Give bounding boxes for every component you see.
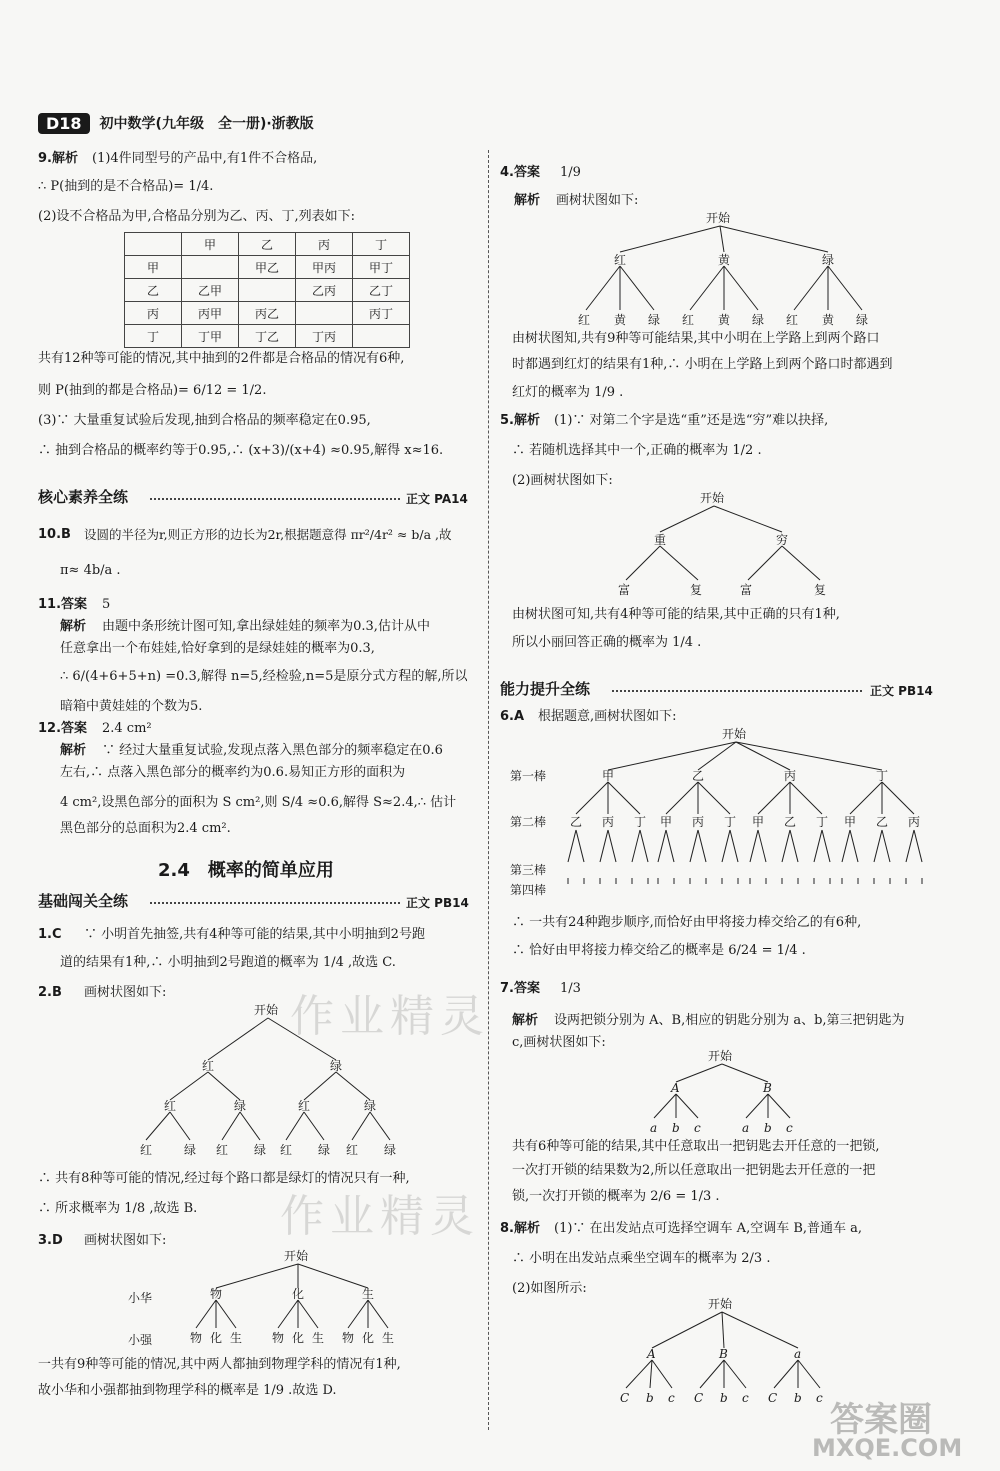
table-cell — [125, 233, 182, 256]
table-row — [125, 233, 410, 256]
svg-text:黄: 黄 — [718, 253, 731, 267]
svg-text:复: 复 — [814, 583, 827, 597]
q2-line2: ∴ 共有8种等可能的情况,经过每个路口都是绿灯的情况只有一种, — [38, 1171, 410, 1186]
q2-line1: 画树状图如下: — [84, 985, 167, 1000]
q1-line1: ∵ 小明首先抽签,共有4种等可能的结果,其中小明抽到2号跑 — [84, 927, 425, 942]
svg-text:富: 富 — [740, 583, 753, 597]
svg-text:绿: 绿 — [856, 313, 869, 327]
svg-text:红: 红 — [164, 1099, 177, 1113]
svg-text:丙: 丙 — [784, 769, 797, 783]
svg-text:A: A — [647, 1347, 656, 1361]
q9-line7: ∴ 抽到合格品的概率约等于0.95,∴ (x+3)/(x+4) ≈0.95,解得 x≈16. — [38, 443, 444, 458]
section-basic: 基础闯关全练 — [38, 892, 129, 910]
tree-branch — [568, 830, 576, 862]
svg-text:丁: 丁 — [816, 815, 829, 829]
table-cell: 乙甲 — [182, 279, 239, 302]
q5-line4: 由树状图可知,共有4种等可能的结果,其中正确的只有1种, — [512, 607, 840, 622]
svg-text:化: 化 — [362, 1331, 375, 1345]
section-dots — [612, 690, 862, 692]
table-cell: 乙 — [239, 233, 296, 256]
tree-branch — [690, 830, 698, 862]
tree-branch — [882, 830, 890, 862]
svg-text:b: b — [720, 1391, 728, 1405]
svg-text:复: 复 — [690, 583, 703, 597]
q7-line2: c,画树状图如下: — [512, 1035, 606, 1050]
table-cell: 丁 — [353, 233, 410, 256]
section-ref: 正文 PB14 — [406, 896, 469, 910]
svg-text:开始: 开始 — [706, 211, 731, 225]
table-cell: 丁丙 — [296, 325, 353, 348]
svg-text:a: a — [794, 1347, 802, 1361]
q10-line2: π≈ 4b/a . — [60, 563, 121, 578]
tree-branch — [758, 830, 766, 862]
watermark-url: MXQE.COM — [812, 1434, 963, 1462]
tree-branch — [658, 830, 666, 862]
table-cell: 丙 — [296, 233, 353, 256]
tree-branch — [874, 830, 882, 862]
svg-text:第二棒: 第二棒 — [510, 815, 547, 829]
q11-number: 11.答案 — [38, 597, 88, 612]
svg-text:绿: 绿 — [364, 1099, 377, 1113]
q12-answer: 2.4 cm² — [102, 721, 152, 736]
svg-text:C: C — [768, 1391, 778, 1405]
svg-text:开始: 开始 — [700, 491, 725, 505]
tree-start-label: 开始 — [254, 1003, 279, 1017]
section-core-literacy: 核心素养全练 — [38, 488, 129, 506]
svg-text:c: c — [816, 1391, 823, 1405]
section-dots — [150, 498, 400, 500]
svg-text:B: B — [763, 1081, 772, 1095]
tree-branch — [790, 830, 798, 862]
q4-line2: 由树状图知,共有9种等可能结果,其中小明在上学路上到两个路口 — [512, 331, 880, 346]
section-dots — [150, 902, 400, 904]
tree-diagram-q6 — [510, 726, 930, 916]
tree-diagram-q7 — [630, 1048, 830, 1138]
table-cell: 丙丁 — [353, 302, 410, 325]
q4-line4: 红灯的概率为 1/9 . — [512, 385, 624, 400]
svg-text:开始: 开始 — [708, 1049, 733, 1063]
q6-line3: ∴ 恰好由甲将接力棒交给乙的概率是 6/24 = 1/4 . — [512, 943, 806, 958]
q3-line1: 画树状图如下: — [84, 1233, 167, 1248]
book-title: 初中数学(九年级 全一册)·浙教版 — [99, 116, 314, 132]
svg-text:丁: 丁 — [724, 815, 737, 829]
svg-text:开始: 开始 — [284, 1249, 309, 1263]
q11-line3: ∴ 6/(4+6+5+n) =0.3,解得 n=5,经检验,n=5是原分式方程的解,所以 — [60, 669, 468, 684]
tree-branch — [782, 830, 790, 862]
watermark-text: 作业精灵 — [290, 991, 490, 1042]
q7-line1: 设两把锁分别为 A、B,相应的钥匙分别为 a、b,第三把钥匙为 — [554, 1013, 905, 1028]
svg-text:物: 物 — [210, 1287, 223, 1301]
svg-text:丁: 丁 — [634, 815, 647, 829]
q2-line3: ∴ 所求概率为 1/8 ,故选 B. — [38, 1201, 198, 1216]
table-row — [125, 256, 410, 279]
svg-text:C: C — [694, 1391, 704, 1405]
q8-line1: (1)∵ 在出发站点可选择空调车 A,空调车 B,普通车 a, — [554, 1221, 863, 1236]
svg-text:化: 化 — [210, 1331, 223, 1345]
column-divider — [488, 150, 489, 1430]
table-cell: 丙甲 — [182, 302, 239, 325]
svg-text:开始: 开始 — [722, 727, 747, 741]
svg-text:绿: 绿 — [254, 1143, 267, 1157]
svg-text:绿: 绿 — [384, 1143, 397, 1157]
svg-text:乙: 乙 — [784, 815, 797, 829]
svg-text:乙: 乙 — [692, 769, 705, 783]
svg-text:第三棒: 第三棒 — [510, 863, 547, 877]
page-badge: D18 — [38, 113, 90, 134]
table-cell: 乙 — [125, 279, 182, 302]
q9-line2: ∴ P(抽到的是不合格品)= 1/4. — [38, 179, 214, 194]
section-ref: 正文 PB14 — [870, 684, 933, 698]
q11-line4: 暗箱中黄娃娃的个数为5. — [60, 699, 203, 714]
q4-line1: 画树状图如下: — [556, 193, 639, 208]
q11-answer: 5 — [102, 597, 111, 612]
table-cell — [296, 302, 353, 325]
svg-text:生: 生 — [382, 1331, 395, 1345]
q8-line3: (2)如图所示: — [512, 1281, 587, 1296]
tree-branch — [722, 830, 730, 862]
q8-line2: ∴ 小明在出发站点乘坐空调车的概率为 2/3 . — [512, 1251, 771, 1266]
svg-text:生: 生 — [230, 1331, 243, 1345]
q3-line3: 故小华和小强都抽到物理学科的概率是 1/9 .故选 D. — [38, 1383, 337, 1398]
svg-text:丙: 丙 — [602, 815, 615, 829]
table-row — [125, 302, 410, 325]
table-cell — [239, 279, 296, 302]
svg-text:红: 红 — [280, 1143, 293, 1157]
tree-branch — [850, 830, 858, 862]
svg-text:乙: 乙 — [570, 815, 583, 829]
svg-text:绿: 绿 — [330, 1059, 343, 1073]
chapter-title: 2.4 概率的简单应用 — [158, 860, 334, 881]
tree-branch — [822, 830, 830, 862]
svg-text:C: C — [620, 1391, 630, 1405]
q9-line4: 共有12种等可能的情况,其中抽到的2件都是合格品的情况有6种, — [38, 351, 405, 366]
table-cell: 甲丙 — [296, 256, 353, 279]
tree-branch — [730, 830, 738, 862]
q9-number: 9.解析 — [38, 151, 78, 166]
section-ref: 正文 PA14 — [406, 492, 468, 506]
q4-answer: 1/9 — [560, 165, 581, 180]
svg-text:红: 红 — [578, 313, 591, 327]
q11-label: 解析 — [60, 619, 87, 634]
q1-number: 1.C — [38, 927, 62, 942]
svg-text:红: 红 — [682, 313, 695, 327]
svg-text:第四棒: 第四棒 — [510, 883, 547, 897]
svg-text:绿: 绿 — [184, 1143, 197, 1157]
svg-text:甲: 甲 — [752, 815, 765, 829]
svg-text:甲: 甲 — [602, 769, 615, 783]
svg-text:c: c — [694, 1121, 701, 1135]
svg-text:绿: 绿 — [234, 1099, 247, 1113]
svg-text:a: a — [650, 1121, 658, 1135]
tree-branch — [906, 830, 914, 862]
tree-diagram-q8 — [610, 1296, 850, 1406]
svg-text:A: A — [671, 1081, 680, 1095]
q6-line1: 根据题意,画树状图如下: — [538, 709, 677, 724]
q4-line3: 时都遇到红灯的结果有1种,∴ 小明在上学路上到两个路口时都遇到 — [512, 357, 893, 372]
svg-text:红: 红 — [216, 1143, 229, 1157]
svg-text:物: 物 — [272, 1331, 285, 1345]
table-cell: 丁乙 — [239, 325, 296, 348]
tree-branch — [640, 830, 648, 862]
q10-line1: 设圆的半径为r,则正方形的边长为2r,根据题意得 πr²/4r² ≈ b/a ,故 — [84, 527, 452, 542]
table-cell: 甲 — [125, 256, 182, 279]
svg-text:富: 富 — [618, 583, 631, 597]
q12-number: 12.答案 — [38, 721, 88, 736]
svg-text:小华: 小华 — [128, 1291, 153, 1305]
svg-text:c: c — [786, 1121, 793, 1135]
q2-number: 2.B — [38, 985, 62, 1000]
q10-number: 10.B — [38, 527, 71, 542]
svg-text:化: 化 — [292, 1287, 305, 1301]
table-row — [125, 279, 410, 302]
tree-diagram-q3 — [128, 1248, 428, 1358]
table-row — [125, 325, 410, 348]
svg-text:物: 物 — [190, 1331, 203, 1345]
q7-line3: 共有6种等可能的结果,其中任意取出一把钥匙去开任意的一把锁, — [512, 1139, 880, 1154]
q5-number: 5.解析 — [500, 413, 540, 428]
table-cell: 丁 — [125, 325, 182, 348]
svg-text:丁: 丁 — [876, 769, 889, 783]
svg-text:甲: 甲 — [660, 815, 673, 829]
svg-text:b: b — [672, 1121, 680, 1135]
table-cell — [182, 256, 239, 279]
svg-text:红: 红 — [298, 1099, 311, 1113]
tree-branch — [750, 830, 758, 862]
q11-line1: 由题中条形统计图可知,拿出绿娃娃的频率为0.3,估计从中 — [102, 619, 430, 634]
tree-branch — [842, 830, 850, 862]
q9-line1: (1)4件同型号的产品中,有1件不合格品, — [92, 151, 318, 166]
q7-number: 7.答案 — [500, 981, 540, 996]
q7-answer: 1/3 — [560, 981, 581, 996]
svg-text:化: 化 — [292, 1331, 305, 1345]
table-cell: 乙丁 — [353, 279, 410, 302]
q12-line1: ∵ 经过大量重复试验,发现点落入黑色部分的频率稳定在0.6 — [102, 743, 443, 758]
tree-branch — [576, 830, 584, 862]
svg-text:红: 红 — [786, 313, 799, 327]
tree-branch — [608, 830, 616, 862]
svg-text:a: a — [742, 1121, 750, 1135]
q5-line5: 所以小丽回答正确的概率为 1/4 . — [512, 635, 702, 650]
svg-text:红: 红 — [614, 253, 627, 267]
svg-text:黄: 黄 — [822, 313, 835, 327]
q9-line5: 则 P(抽到的都是合格品)= 6/12 = 1/2. — [38, 383, 267, 398]
q3-number: 3.D — [38, 1233, 63, 1248]
svg-text:甲: 甲 — [844, 815, 857, 829]
q11-line2: 任意拿出一个布娃娃,恰好拿到的是绿娃娃的概率为0.3, — [60, 641, 375, 656]
svg-text:黄: 黄 — [718, 313, 731, 327]
tree-branch — [666, 830, 674, 862]
q4-label: 解析 — [514, 193, 541, 208]
q1-line2: 道的结果有1种,∴ 小明抽到2号跑道的概率为 1/4 ,故选 C. — [60, 955, 396, 970]
table-cell: 甲丁 — [353, 256, 410, 279]
page-header — [38, 110, 314, 136]
q7-line4: 一次打开锁的结果数为2,所以任意取出一把钥匙去开任意的一把 — [512, 1163, 876, 1178]
q7-label: 解析 — [512, 1013, 539, 1028]
svg-text:绿: 绿 — [648, 313, 661, 327]
svg-text:B: B — [719, 1347, 728, 1361]
svg-text:丙: 丙 — [692, 815, 705, 829]
svg-text:生: 生 — [312, 1331, 325, 1345]
q12-line2: 左右,∴ 点落入黑色部分的概率约为0.6.易知正方形的面积为 — [60, 765, 406, 780]
svg-text:绿: 绿 — [822, 253, 835, 267]
svg-text:c: c — [742, 1391, 749, 1405]
q6-number: 6.A — [500, 709, 525, 724]
svg-text:丙: 丙 — [908, 815, 921, 829]
svg-text:开始: 开始 — [708, 1297, 733, 1311]
svg-text:生: 生 — [362, 1287, 375, 1301]
q5-line1: (1)∵ 对第二个字是选“重”还是选“穷”难以抉择, — [554, 413, 829, 428]
tree-branch — [698, 830, 706, 862]
svg-text:黄: 黄 — [614, 313, 627, 327]
q8-number: 8.解析 — [500, 1221, 540, 1236]
svg-text:b: b — [794, 1391, 802, 1405]
svg-text:乙: 乙 — [876, 815, 889, 829]
table-cell: 乙丙 — [296, 279, 353, 302]
svg-text:重: 重 — [654, 533, 667, 547]
q5-line3: (2)画树状图如下: — [512, 473, 613, 488]
svg-text:红: 红 — [140, 1143, 153, 1157]
tree-diagram-q5 — [590, 490, 850, 600]
q7-line5: 锁,一次打开锁的概率为 2/6 = 1/3 . — [512, 1189, 720, 1204]
q12-line4: 黑色部分的总面积为2.4 cm². — [60, 821, 231, 836]
tree-branch — [632, 830, 640, 862]
table-cell: 丁甲 — [182, 325, 239, 348]
table-cell — [353, 325, 410, 348]
svg-text:b: b — [764, 1121, 772, 1135]
q12-line3: 4 cm²,设黑色部分的面积为 S cm²,则 S/4 ≈0.6,解得 S≈2.4,∴ 估计 — [60, 795, 457, 810]
q3-line2: 一共有9种等可能的情况,其中两人都抽到物理学科的情况有1种, — [38, 1357, 401, 1372]
tree-diagram-q4 — [560, 210, 880, 330]
svg-text:绿: 绿 — [752, 313, 765, 327]
svg-text:c: c — [668, 1391, 675, 1405]
q9-line6: (3)∵ 大量重复试验后发现,抽到合格品的频率稳定在0.95, — [38, 413, 371, 428]
table-cell: 丙 — [125, 302, 182, 325]
svg-text:小强: 小强 — [128, 1333, 153, 1347]
q12-label: 解析 — [60, 743, 87, 758]
q6-line2: ∴ 一共有24种跑步顺序,而恰好由甲将接力棒交给乙的有6种, — [512, 915, 862, 930]
tree-branch — [814, 830, 822, 862]
svg-text:红: 红 — [202, 1059, 215, 1073]
svg-text:第一棒: 第一棒 — [510, 769, 547, 783]
svg-text:b: b — [646, 1391, 654, 1405]
watermark-text: 作业精灵 — [280, 1191, 480, 1242]
table-cell: 甲乙 — [239, 256, 296, 279]
svg-text:绿: 绿 — [318, 1143, 331, 1157]
section-ability: 能力提升全练 — [500, 680, 591, 698]
svg-text:穷: 穷 — [776, 533, 789, 547]
table-cell: 甲 — [182, 233, 239, 256]
q9-line3: (2)设不合格品为甲,合格品分别为乙、丙、丁,列表如下: — [38, 209, 356, 224]
table-cell: 丙乙 — [239, 302, 296, 325]
q9-table — [124, 232, 410, 348]
svg-text:物: 物 — [342, 1331, 355, 1345]
svg-text:红: 红 — [346, 1143, 359, 1157]
tree-branch — [600, 830, 608, 862]
q4-number: 4.答案 — [500, 165, 540, 180]
tree-branch — [914, 830, 922, 862]
q5-line2: ∴ 若随机选择其中一个,正确的概率为 1/2 . — [512, 443, 762, 458]
watermark-logo: 答案圈 — [830, 1400, 932, 1440]
